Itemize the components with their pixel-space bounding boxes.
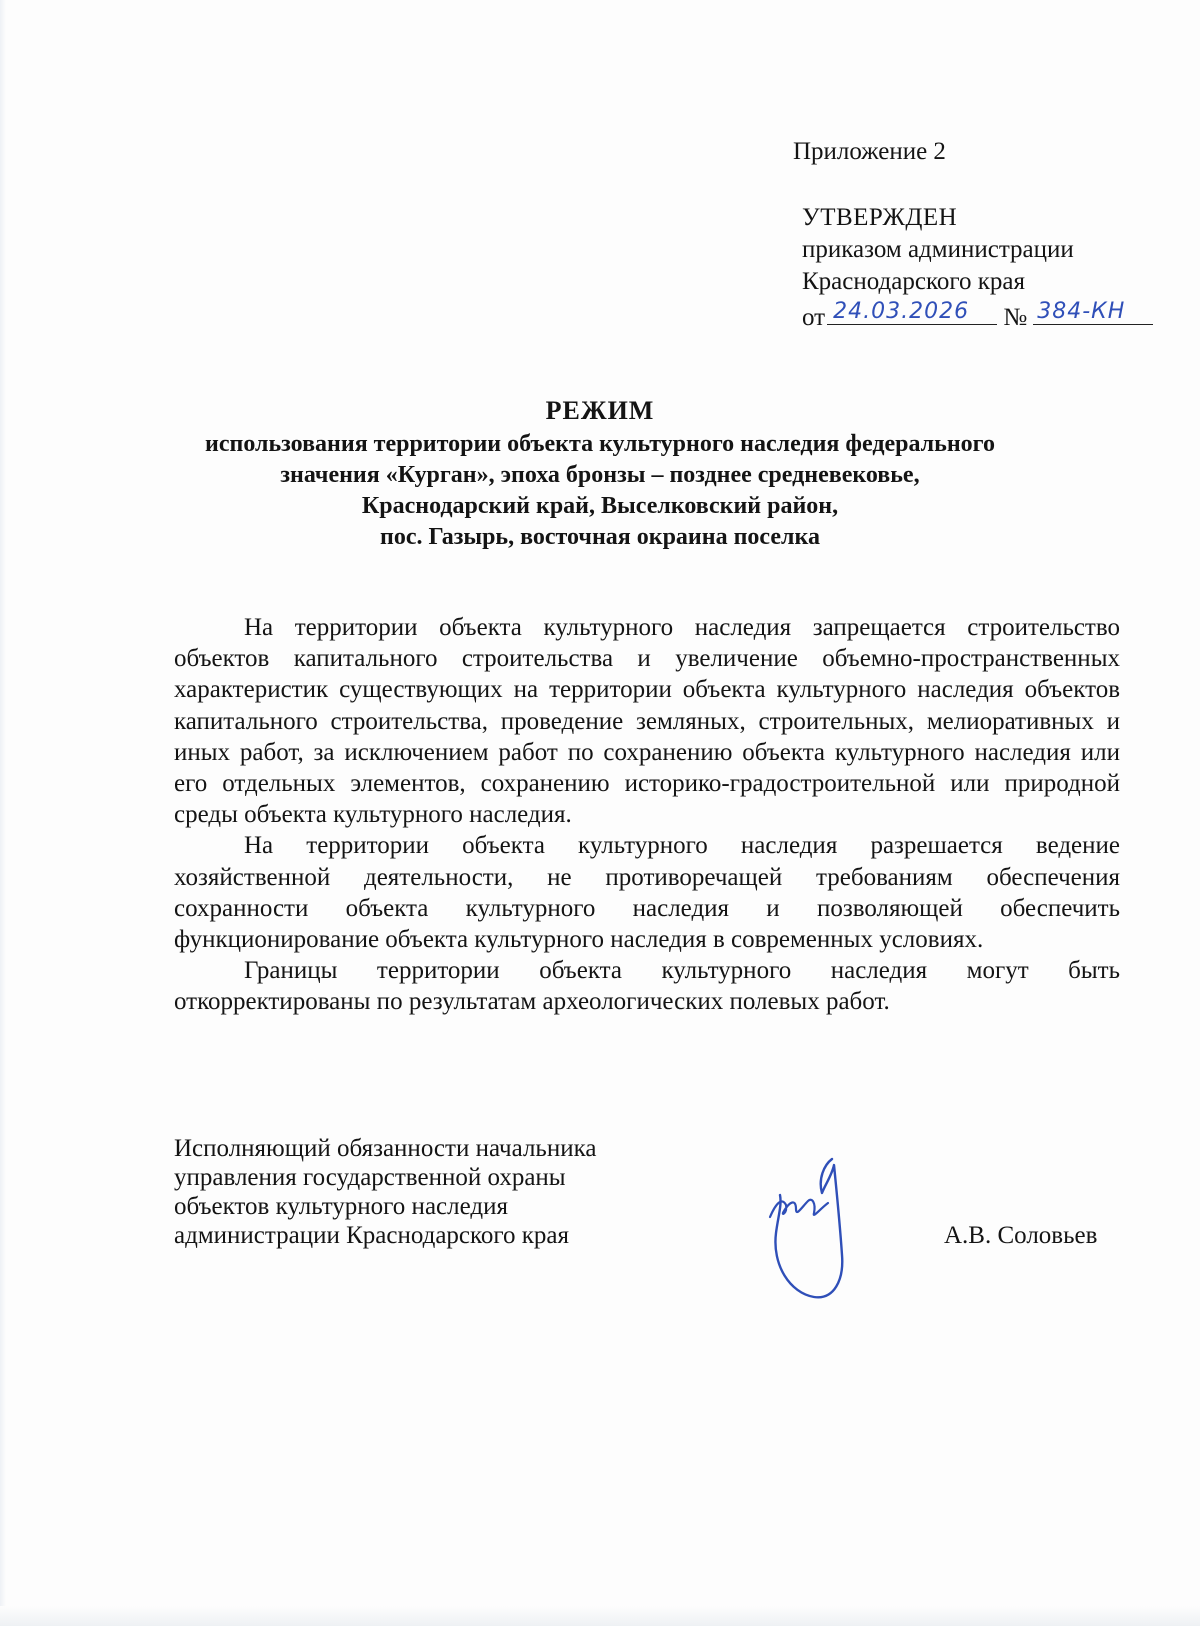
document-body xyxy=(174,612,1120,1018)
position-line: объектов культурного наследия xyxy=(174,1193,508,1220)
position-line: администрации Краснодарского края xyxy=(174,1222,570,1249)
signature-stroke xyxy=(775,1159,842,1297)
approval-line-2: Краснодарского края xyxy=(802,268,1025,295)
number-prefix: № xyxy=(1003,304,1028,331)
approval-heading: УТВЕРЖДЕН xyxy=(802,204,958,231)
scan-edge-bottom xyxy=(0,1606,1200,1626)
subtitle-line: Краснодарский край, Выселковский район, xyxy=(361,493,839,519)
appendix-label: Приложение 2 xyxy=(793,138,946,165)
body-paragraph-boundaries: Границы территории объекта культурного наследия могут быть откорректированы по результатам археологических полевых работ. xyxy=(174,957,1120,1016)
handwritten-date: 24.03.2026 xyxy=(833,299,970,324)
number-field xyxy=(1033,298,1153,325)
body-paragraph-permissions: На территории объекта культурного наследия разрешается ведение хозяйственной деятельности, не противоречащей требованиям обеспечения сохранности объекта культурного наследия и позволяющей обеспечить функционирование объекта культурного наследия в современных условиях. xyxy=(174,832,1120,954)
signatory-name: А.В. Соловьев xyxy=(944,1222,1098,1249)
date-prefix: от xyxy=(802,304,826,331)
position-line: управления государственной охраны xyxy=(174,1164,566,1191)
date-field xyxy=(827,298,997,325)
handwritten-signature xyxy=(762,1155,862,1305)
position-line: Исполняющий обязанности начальника xyxy=(174,1135,597,1162)
document-title: РЕЖИМ xyxy=(545,396,655,425)
title-block xyxy=(150,395,1050,553)
approval-line-1: приказом администрации xyxy=(802,236,1074,263)
body-paragraph-prohibitions: На территории объекта культурного наследия запрещается строительство объектов капитального строительства и увеличение объемно-пространственных характеристик существующих на территории объекта культурного наследия объектов капитального строительства, проведение земляных, строительных, мелиоративных и иных работ, за исключением работ по сохранению объекта культурного наследия или его отдельных элементов, сохранению историко-градостроительной или природной среды объекта культурного наследия. xyxy=(174,614,1120,829)
scan-edge-left xyxy=(0,0,6,1626)
subtitle-line: использования территории объекта культурного наследия федерального xyxy=(205,431,995,457)
approval-stamp xyxy=(802,202,1153,334)
document-subtitle xyxy=(150,429,1050,553)
subtitle-line: значения «Курган», эпоха бронзы – позднее средневековье, xyxy=(280,462,920,488)
approval-date-line xyxy=(802,298,1153,334)
handwritten-number: 384-КН xyxy=(1037,299,1126,324)
subtitle-line: пос. Газырь, восточная окраина поселка xyxy=(380,524,820,550)
signatory-position xyxy=(174,1134,596,1250)
